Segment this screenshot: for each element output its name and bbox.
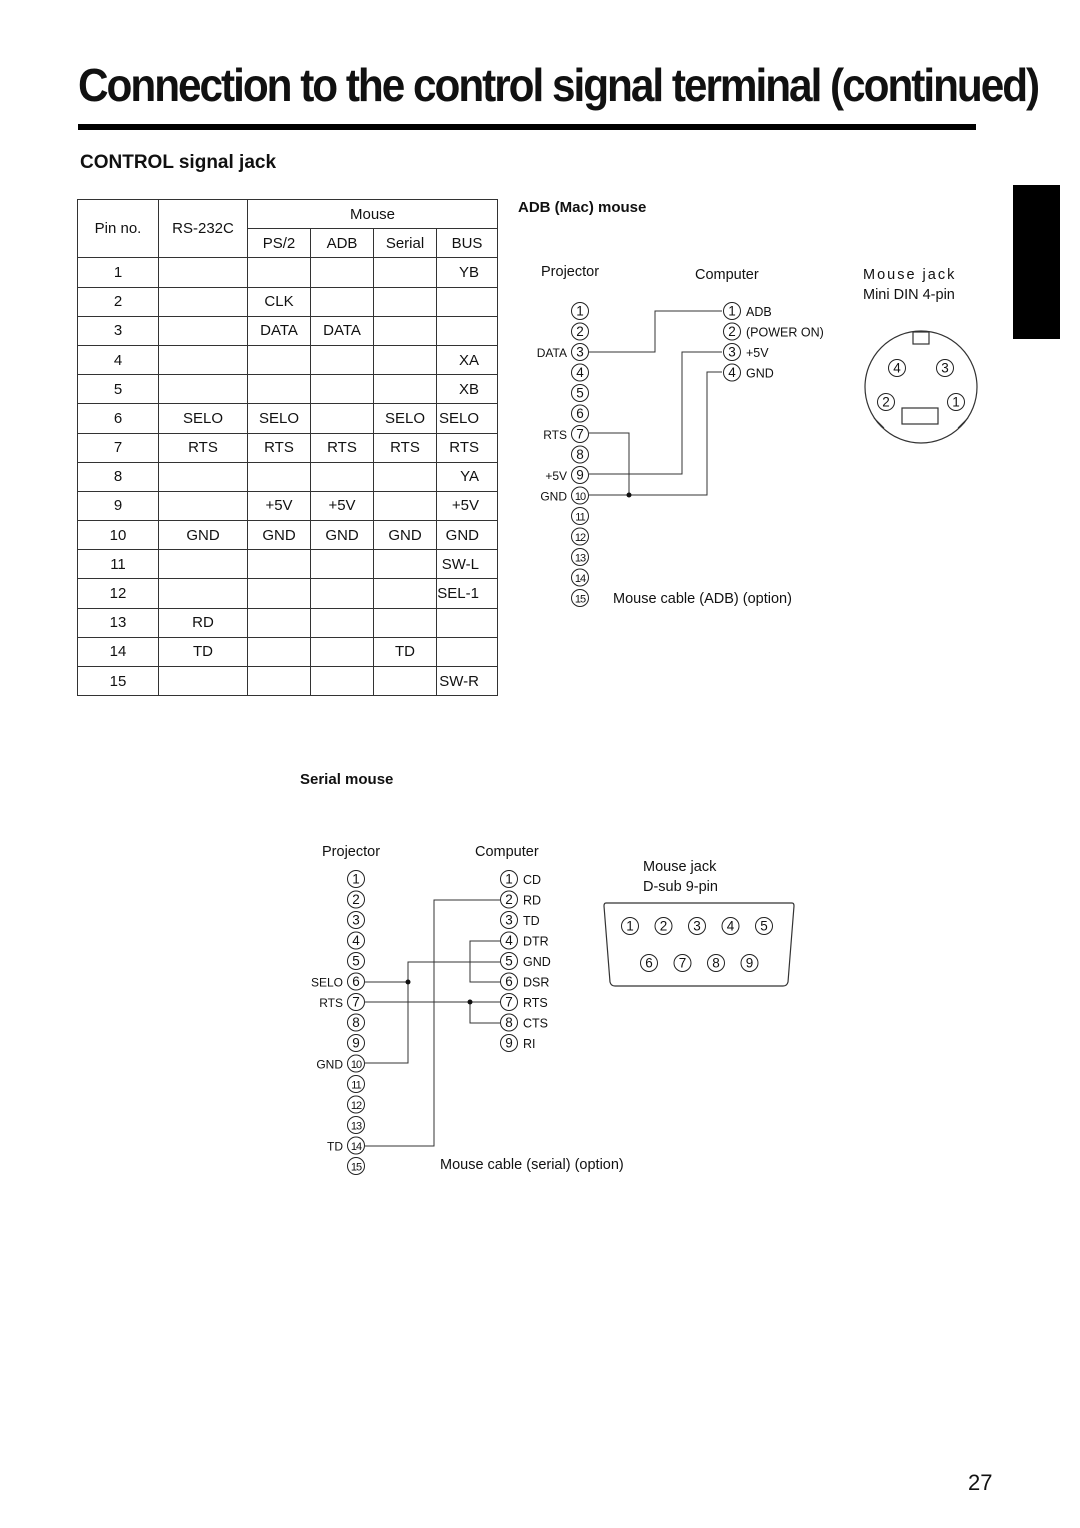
pin-number-cell: 14 — [78, 637, 159, 666]
serial-computer-pin-5 — [501, 953, 518, 970]
table-cell: +5V — [248, 491, 311, 520]
header-serial: Serial — [374, 229, 437, 258]
adb-mouse-heading: ADB (Mac) mouse — [518, 199, 647, 216]
adb-projector-pin-14 — [572, 569, 589, 586]
svg-text:9: 9 — [505, 1035, 513, 1051]
svg-text:3: 3 — [728, 344, 736, 360]
serial-projector-pin-6 — [348, 973, 365, 990]
pin-number-cell: 12 — [78, 579, 159, 608]
svg-text:9: 9 — [576, 467, 584, 483]
mini-din-connector — [865, 331, 977, 443]
svg-text:9: 9 — [745, 955, 754, 971]
svg-text:4: 4 — [352, 933, 360, 948]
svg-text:14: 14 — [574, 573, 586, 585]
svg-text:5: 5 — [505, 953, 513, 969]
serial-mouse-heading: Serial mouse — [300, 771, 394, 788]
adb-projector-pin-15 — [572, 590, 589, 607]
table-cell: RTS — [248, 433, 311, 462]
serial-computer-pin-9 — [501, 1035, 518, 1052]
serial-jack-type-label: D-sub 9-pin — [643, 879, 718, 895]
dsub-pin-4 — [722, 918, 739, 935]
adb-projector-pin-7 — [572, 426, 589, 443]
serial-projector-pin-10 — [348, 1055, 365, 1072]
adb-computer-pin-label: (POWER ON) — [746, 325, 824, 340]
adb-projector-pin-1 — [572, 303, 589, 320]
serial-computer-label: Computer — [475, 844, 539, 860]
adb-computer-pins — [724, 303, 824, 382]
table-cell: SEL-1 — [437, 579, 498, 608]
svg-text:2: 2 — [576, 324, 584, 339]
table-cell: DATA — [311, 316, 374, 345]
serial-computer-pin-7 — [501, 994, 518, 1011]
table-cell: SELO — [159, 404, 248, 433]
pin-number-cell: 2 — [78, 287, 159, 316]
serial-computer-pin-label: GND — [523, 955, 551, 969]
adb-projector-pin-5 — [572, 385, 589, 402]
table-cell: XA — [437, 345, 498, 374]
adb-projector-pin-label: RTS — [543, 428, 567, 442]
adb-projector-pin-label: GND — [540, 489, 567, 504]
dsub-pin-2 — [655, 918, 672, 935]
svg-text:5: 5 — [576, 385, 584, 401]
dsub-pin-9 — [741, 955, 758, 972]
table-cell: CLK — [248, 287, 311, 316]
serial-jack-label: Mouse jack — [643, 859, 717, 875]
svg-text:8: 8 — [576, 447, 584, 462]
table-cell: RTS — [159, 433, 248, 462]
svg-text:2: 2 — [882, 394, 890, 410]
pin-number-cell: 5 — [78, 375, 159, 404]
pin-number-cell: 1 — [78, 258, 159, 287]
dsub-pin-8 — [708, 955, 725, 972]
adb-projector-pin-4 — [572, 364, 589, 381]
svg-text:2: 2 — [728, 324, 736, 339]
adb-jack-label: Mouse jack — [863, 267, 957, 283]
serial-computer-pin-4 — [501, 932, 518, 949]
adb-projector-label: Projector — [541, 264, 600, 280]
serial-computer-pin-label: RTS — [523, 996, 548, 1010]
serial-projector-pin-label: SELO — [310, 975, 343, 990]
serial-projector-pin-label: TD — [327, 1139, 343, 1154]
svg-text:7: 7 — [352, 994, 360, 1010]
mini-din-pin-2 — [878, 394, 895, 411]
mini-din-pin-1 — [948, 394, 965, 411]
serial-wiring-diagram — [311, 844, 794, 1175]
table-cell: +5V — [437, 491, 498, 520]
table-cell: GND — [248, 521, 311, 550]
table-cell: SW-L — [437, 550, 498, 579]
pin-number-cell: 10 — [78, 521, 159, 550]
serial-projector-pin-11 — [348, 1076, 365, 1093]
serial-computer-pin-label: DSR — [523, 975, 550, 990]
svg-text:3: 3 — [576, 344, 584, 360]
adb-computer-label: Computer — [695, 267, 759, 283]
svg-text:6: 6 — [645, 955, 653, 971]
dsub-pin-3 — [689, 918, 706, 935]
wire-5v — [589, 352, 722, 474]
svg-text:1: 1 — [352, 871, 360, 887]
svg-text:12: 12 — [574, 532, 586, 544]
table-cell: GND — [437, 521, 498, 550]
wire-rts-gnd — [589, 433, 629, 495]
adb-computer-pin-label: ADB — [746, 305, 772, 319]
table-cell: TD — [374, 637, 437, 666]
pin-number-cell: 11 — [78, 550, 159, 579]
serial-projector-pin-14 — [348, 1137, 365, 1154]
table-cell: YB — [437, 258, 498, 287]
wire-gnd-gnd — [364, 962, 500, 1063]
adb-projector-pin-9 — [572, 467, 589, 484]
svg-text:1: 1 — [952, 394, 960, 410]
adb-projector-pin-13 — [572, 549, 589, 566]
wire-rts-cts — [470, 1002, 500, 1023]
svg-text:11: 11 — [351, 1079, 361, 1092]
adb-jack-type-label: Mini DIN 4-pin — [863, 287, 955, 303]
svg-text:12: 12 — [350, 1100, 362, 1112]
svg-text:2: 2 — [352, 892, 360, 907]
serial-junction-dot-2 — [468, 1000, 473, 1005]
serial-computer-pins — [501, 871, 551, 1052]
header-mouse: Mouse — [248, 200, 498, 229]
serial-computer-pin-label: DTR — [523, 934, 549, 949]
pin-number-cell: 3 — [78, 316, 159, 345]
svg-text:1: 1 — [626, 918, 634, 934]
svg-text:3: 3 — [505, 912, 513, 928]
adb-projector-pin-12 — [572, 528, 589, 545]
table-cell: DATA — [248, 316, 311, 345]
table-cell: GND — [159, 521, 248, 550]
pin-number-cell: 9 — [78, 491, 159, 520]
dsub-pin-1 — [622, 918, 639, 935]
serial-projector-pin-4 — [348, 932, 365, 949]
serial-computer-pin-label: CD — [523, 873, 542, 887]
svg-text:3: 3 — [352, 912, 360, 928]
table-cell: RTS — [374, 433, 437, 462]
page-title: Connection to the control signal terminal (continued) — [78, 59, 1039, 111]
pin-number-cell: 8 — [78, 462, 159, 491]
svg-text:8: 8 — [352, 1015, 360, 1030]
adb-projector-pin-6 — [572, 405, 589, 422]
svg-text:15: 15 — [350, 1161, 362, 1174]
dsub-pin-6 — [641, 955, 658, 972]
serial-projector-pins — [311, 871, 365, 1175]
serial-cable-label: Mouse cable (serial) (option) — [440, 1157, 624, 1173]
table-cell: RTS — [437, 433, 498, 462]
table-cell: SELO — [248, 404, 311, 433]
adb-computer-pin-2 — [724, 323, 741, 340]
adb-computer-pin-3 — [724, 344, 741, 361]
svg-text:14: 14 — [350, 1141, 362, 1153]
adb-projector-pin-3 — [572, 344, 589, 361]
pin-number-cell: 4 — [78, 345, 159, 374]
serial-projector-pin-9 — [348, 1035, 365, 1052]
serial-projector-pin-2 — [348, 891, 365, 908]
serial-projector-label: Projector — [322, 844, 381, 860]
svg-text:13: 13 — [350, 1120, 362, 1133]
adb-cable-label: Mouse cable (ADB) (option) — [613, 591, 792, 607]
header-rs232c: RS-232C — [159, 200, 248, 258]
svg-text:1: 1 — [728, 303, 736, 319]
serial-computer-pin-3 — [501, 912, 518, 929]
svg-text:4: 4 — [505, 933, 513, 948]
table-cell: SELO — [374, 404, 437, 433]
serial-wires — [364, 900, 500, 1146]
serial-projector-pin-12 — [348, 1096, 365, 1113]
header-ps2: PS/2 — [248, 229, 311, 258]
svg-text:10: 10 — [350, 1059, 362, 1071]
svg-text:1: 1 — [505, 871, 513, 887]
svg-text:9: 9 — [352, 1035, 360, 1051]
svg-text:4: 4 — [726, 918, 735, 934]
svg-text:8: 8 — [712, 955, 720, 971]
table-cell: TD — [159, 637, 248, 666]
dsub-pin-7 — [674, 955, 691, 972]
table-cell: YA — [437, 462, 498, 491]
pin-number-cell: 15 — [78, 667, 159, 696]
svg-text:4: 4 — [893, 360, 901, 376]
serial-projector-pin-label: RTS — [319, 996, 343, 1010]
adb-wires — [589, 311, 722, 495]
table-cell: RTS — [311, 433, 374, 462]
table-cell: SELO — [437, 404, 498, 433]
svg-text:11: 11 — [575, 511, 585, 524]
header-pin-no: Pin no. — [78, 200, 159, 258]
svg-text:4: 4 — [728, 365, 736, 380]
adb-computer-pin-label: GND — [746, 366, 774, 381]
serial-computer-pin-8 — [501, 1014, 518, 1031]
adb-projector-pin-8 — [572, 446, 589, 463]
serial-computer-pin-1 — [501, 871, 518, 888]
svg-text:5: 5 — [760, 918, 768, 934]
svg-text:2: 2 — [505, 892, 513, 907]
adb-computer-pin-4 — [724, 364, 741, 381]
adb-computer-pin-1 — [724, 303, 741, 320]
table-cell: +5V — [311, 491, 374, 520]
svg-text:2: 2 — [659, 918, 668, 934]
adb-projector-pin-2 — [572, 323, 589, 340]
svg-text:8: 8 — [505, 1015, 513, 1030]
serial-projector-pin-5 — [348, 953, 365, 970]
serial-projector-pin-13 — [348, 1117, 365, 1134]
svg-text:4: 4 — [576, 365, 584, 380]
serial-computer-pin-label: TD — [523, 914, 540, 928]
serial-computer-pin-6 — [501, 973, 518, 990]
serial-projector-pin-3 — [348, 912, 365, 929]
adb-projector-pins — [537, 303, 589, 607]
adb-projector-pin-label: DATA — [536, 346, 567, 360]
serial-junction-dot-1 — [406, 980, 411, 985]
serial-computer-pin-label: RI — [523, 1037, 536, 1051]
section-heading: CONTROL signal jack — [80, 152, 277, 173]
mini-din-pin-3 — [937, 360, 954, 377]
svg-text:7: 7 — [576, 426, 584, 442]
header-adb: ADB — [311, 229, 374, 258]
svg-text:6: 6 — [576, 406, 584, 421]
table-cell: RD — [159, 608, 248, 637]
svg-text:10: 10 — [574, 491, 586, 503]
serial-computer-pin-label: CTS — [523, 1016, 548, 1031]
wire-data-adb — [589, 311, 722, 352]
svg-text:7: 7 — [678, 955, 687, 971]
svg-text:7: 7 — [505, 994, 513, 1010]
serial-projector-pin-1 — [348, 871, 365, 888]
svg-text:5: 5 — [352, 953, 360, 969]
table-cell: GND — [311, 521, 374, 550]
table-cell: SW-R — [437, 667, 498, 696]
adb-projector-pin-11 — [572, 508, 589, 525]
svg-text:3: 3 — [693, 918, 701, 934]
serial-projector-pin-8 — [348, 1014, 365, 1031]
table-cell: GND — [374, 521, 437, 550]
svg-text:3: 3 — [941, 360, 949, 376]
pin-number-cell: 7 — [78, 433, 159, 462]
svg-text:13: 13 — [574, 552, 586, 565]
serial-computer-pin-2 — [501, 891, 518, 908]
svg-text:6: 6 — [505, 974, 513, 989]
adb-computer-pin-label: +5V — [746, 346, 769, 360]
dsub-9-connector — [604, 903, 794, 986]
adb-wiring-diagram — [537, 264, 977, 607]
svg-text:6: 6 — [352, 974, 360, 989]
adb-projector-pin-label: +5V — [545, 469, 567, 483]
header-bus: BUS — [437, 229, 498, 258]
page-number: 27 — [968, 1470, 993, 1495]
svg-text:1: 1 — [576, 303, 584, 319]
serial-projector-pin-label: GND — [316, 1057, 343, 1072]
svg-text:15: 15 — [574, 593, 586, 606]
adb-projector-pin-10 — [572, 487, 589, 504]
pin-number-cell: 13 — [78, 608, 159, 637]
serial-projector-pin-15 — [348, 1158, 365, 1175]
pin-number-cell: 6 — [78, 404, 159, 433]
serial-computer-pin-label: RD — [523, 893, 542, 908]
dsub-pin-5 — [756, 918, 773, 935]
serial-projector-pin-7 — [348, 994, 365, 1011]
table-cell: XB — [437, 375, 498, 404]
mini-din-pin-4 — [889, 360, 906, 377]
adb-junction-dot — [627, 493, 632, 498]
